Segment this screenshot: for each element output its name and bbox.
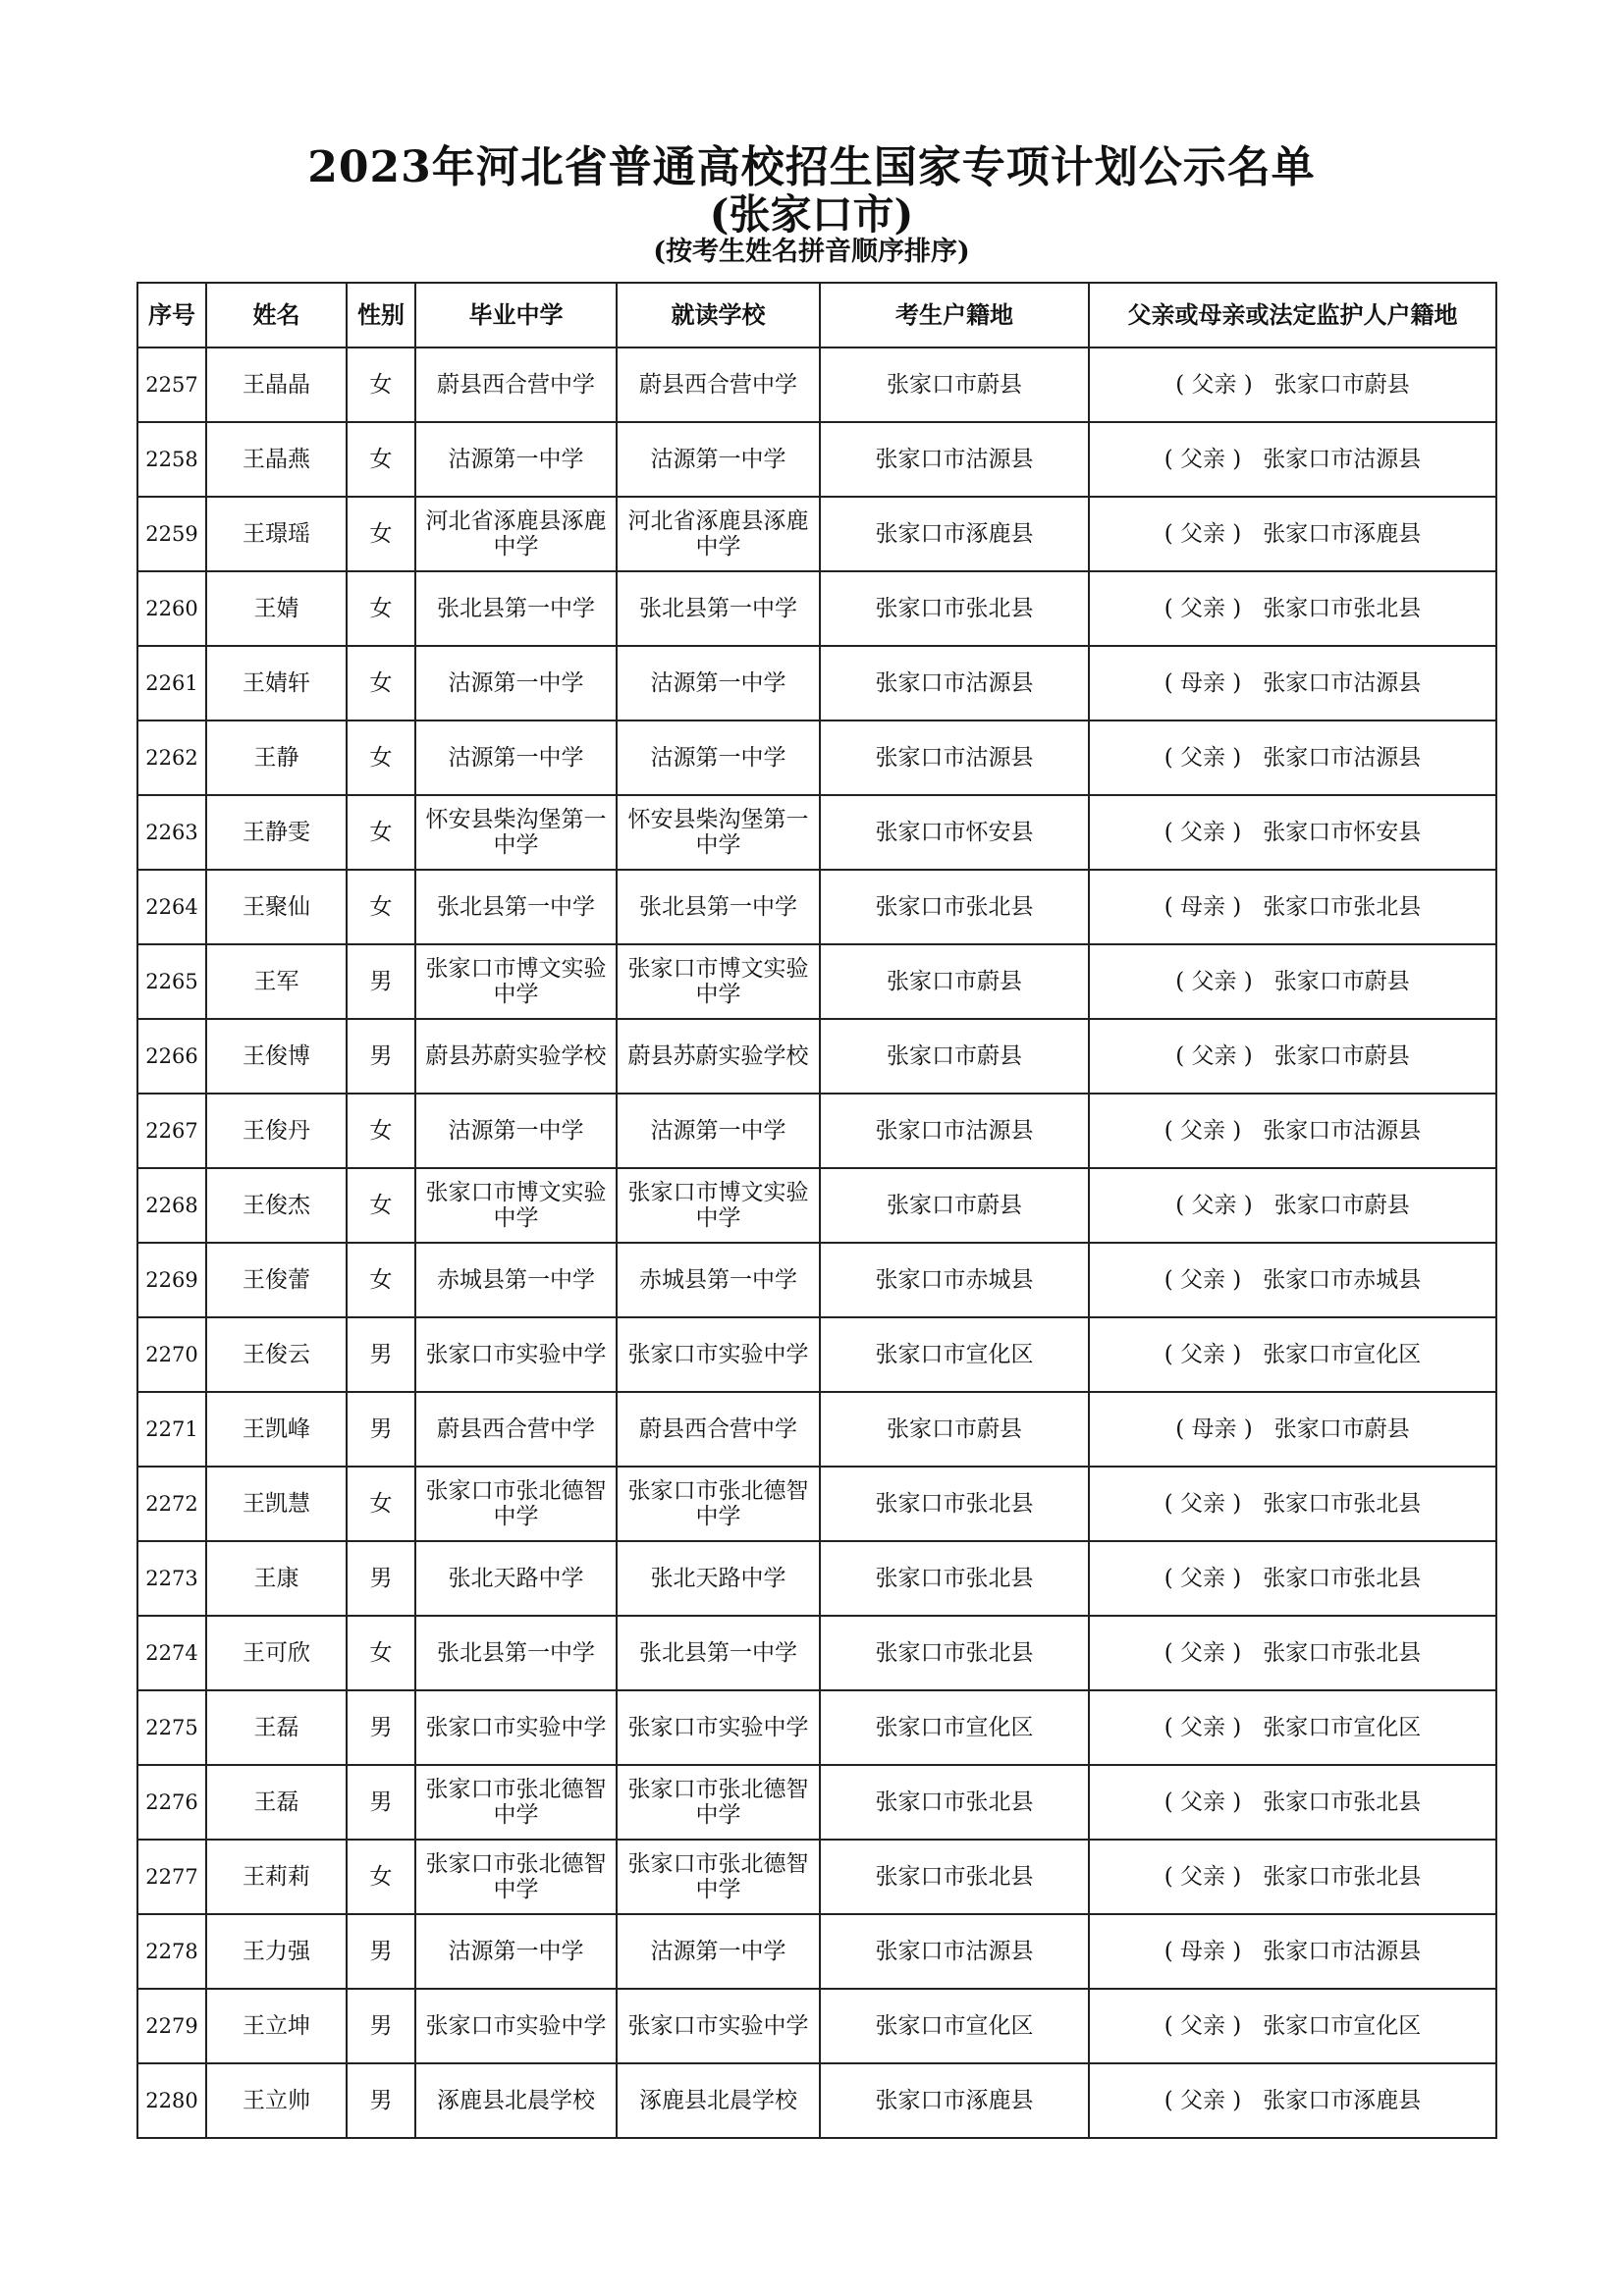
table-row — [137, 1317, 1496, 1392]
cell-name: 王莉莉 — [206, 1840, 347, 1914]
cell-current-school: 沽源第一中学 — [617, 422, 820, 497]
cell-name: 王俊博 — [206, 1019, 347, 1094]
cell-no: 2266 — [137, 1019, 206, 1094]
guardian-relation: ( 父亲 ) — [1163, 521, 1242, 547]
cell-guardian-hukou — [1089, 1467, 1496, 1541]
cell-name: 王静 — [206, 721, 347, 795]
cell-graduation-school: 河北省涿鹿县涿鹿中学 — [415, 497, 617, 571]
cell-graduation-school: 怀安县柴沟堡第一中学 — [415, 795, 617, 870]
cell-current-school: 张北县第一中学 — [617, 870, 820, 944]
header-name: 姓名 — [206, 283, 347, 347]
cell-no: 2276 — [137, 1765, 206, 1840]
cell-name: 王力强 — [206, 1914, 347, 1989]
cell-no: 2270 — [137, 1317, 206, 1392]
cell-hukou: 张家口市蔚县 — [820, 1019, 1089, 1094]
guardian-relation: ( 父亲 ) — [1175, 969, 1253, 994]
table-row — [137, 497, 1496, 571]
cell-current-school: 河北省涿鹿县涿鹿中学 — [617, 497, 820, 571]
guardian-relation: ( 父亲 ) — [1163, 1566, 1242, 1591]
cell-hukou: 张家口市沽源县 — [820, 422, 1089, 497]
cell-name: 王凯峰 — [206, 1392, 347, 1467]
cell-current-school: 张家口市张北德智中学 — [617, 1467, 820, 1541]
cell-current-school: 张北县第一中学 — [617, 571, 820, 646]
cell-hukou: 张家口市蔚县 — [820, 1392, 1089, 1467]
guardian-relation: ( 父亲 ) — [1163, 447, 1242, 472]
cell-current-school: 沽源第一中学 — [617, 1094, 820, 1168]
cell-guardian-hukou — [1089, 795, 1496, 870]
cell-guardian-hukou — [1089, 1690, 1496, 1765]
cell-guardian-hukou — [1089, 1094, 1496, 1168]
header-no: 序号 — [137, 283, 206, 347]
cell-no: 2277 — [137, 1840, 206, 1914]
cell-guardian-hukou — [1089, 1019, 1496, 1094]
cell-current-school: 张家口市博文实验中学 — [617, 944, 820, 1019]
cell-graduation-school: 赤城县第一中学 — [415, 1243, 617, 1317]
cell-hukou: 张家口市宣化区 — [820, 1317, 1089, 1392]
cell-no: 2280 — [137, 2063, 206, 2138]
cell-gender: 男 — [347, 1989, 415, 2063]
cell-no: 2269 — [137, 1243, 206, 1317]
cell-graduation-school: 张北县第一中学 — [415, 571, 617, 646]
cell-gender: 女 — [347, 347, 415, 422]
cell-graduation-school: 沽源第一中学 — [415, 721, 617, 795]
cell-guardian-hukou — [1089, 1616, 1496, 1690]
guardian-relation: ( 父亲 ) — [1163, 820, 1242, 845]
cell-no: 2260 — [137, 571, 206, 646]
cell-no: 2265 — [137, 944, 206, 1019]
guardian-place: 张家口市张北县 — [1263, 1491, 1422, 1517]
cell-current-school: 张家口市张北德智中学 — [617, 1840, 820, 1914]
guardian-relation: ( 父亲 ) — [1163, 745, 1242, 771]
cell-guardian-hukou — [1089, 2063, 1496, 2138]
table-header-row — [137, 283, 1496, 347]
cell-gender: 男 — [347, 1765, 415, 1840]
cell-hukou: 张家口市涿鹿县 — [820, 497, 1089, 571]
guardian-place: 张家口市涿鹿县 — [1263, 521, 1422, 547]
cell-name: 王立坤 — [206, 1989, 347, 2063]
cell-no: 2279 — [137, 1989, 206, 2063]
cell-gender: 男 — [347, 944, 415, 1019]
page-title: 2023年河北省普通高校招生国家专项计划公示名单 — [307, 142, 1316, 192]
cell-guardian-hukou — [1089, 646, 1496, 721]
cell-name: 王可欣 — [206, 1616, 347, 1690]
cell-name: 王康 — [206, 1541, 347, 1616]
cell-graduation-school: 张家口市张北德智中学 — [415, 1840, 617, 1914]
cell-name: 王磊 — [206, 1765, 347, 1840]
cell-guardian-hukou — [1089, 1541, 1496, 1616]
cell-no: 2263 — [137, 795, 206, 870]
table-row — [137, 1914, 1496, 1989]
guardian-relation: ( 母亲 ) — [1163, 670, 1242, 696]
cell-graduation-school: 沽源第一中学 — [415, 1094, 617, 1168]
guardian-place: 张家口市张北县 — [1263, 596, 1422, 621]
table-row — [137, 1168, 1496, 1243]
cell-guardian-hukou — [1089, 497, 1496, 571]
cell-hukou: 张家口市沽源县 — [820, 1094, 1089, 1168]
cell-no: 2262 — [137, 721, 206, 795]
guardian-place: 张家口市张北县 — [1263, 1640, 1422, 1666]
guardian-place: 张家口市涿鹿县 — [1263, 2088, 1422, 2113]
header-gender: 性别 — [347, 283, 415, 347]
table-row — [137, 2063, 1496, 2138]
cell-name: 王俊云 — [206, 1317, 347, 1392]
guardian-relation: ( 父亲 ) — [1163, 1491, 1242, 1517]
cell-gender: 男 — [347, 1690, 415, 1765]
cell-gender: 女 — [347, 870, 415, 944]
cell-guardian-hukou — [1089, 944, 1496, 1019]
table-row — [137, 1989, 1496, 2063]
cell-hukou: 张家口市宣化区 — [820, 1690, 1089, 1765]
cell-guardian-hukou — [1089, 1317, 1496, 1392]
cell-name: 王晶燕 — [206, 422, 347, 497]
guardian-place: 张家口市怀安县 — [1263, 820, 1422, 845]
cell-name: 王聚仙 — [206, 870, 347, 944]
cell-guardian-hukou — [1089, 870, 1496, 944]
cell-gender: 女 — [347, 1243, 415, 1317]
cell-current-school: 张家口市实验中学 — [617, 1317, 820, 1392]
cell-name: 王婧 — [206, 571, 347, 646]
cell-current-school: 张家口市实验中学 — [617, 1690, 820, 1765]
cell-no: 2274 — [137, 1616, 206, 1690]
table-row — [137, 1765, 1496, 1840]
header-guardian-hukou: 父亲或母亲或法定监护人户籍地 — [1089, 283, 1496, 347]
guardian-place: 张家口市宣化区 — [1263, 1715, 1422, 1740]
cell-graduation-school: 张家口市实验中学 — [415, 1317, 617, 1392]
cell-gender: 女 — [347, 795, 415, 870]
cell-guardian-hukou — [1089, 1989, 1496, 2063]
cell-gender: 女 — [347, 1840, 415, 1914]
cell-hukou: 张家口市张北县 — [820, 571, 1089, 646]
cell-gender: 女 — [347, 497, 415, 571]
header-hukou: 考生户籍地 — [820, 283, 1089, 347]
page-subtitle-sort-note: (按考生姓名拼音顺序排序) — [653, 237, 970, 267]
cell-current-school: 沽源第一中学 — [617, 646, 820, 721]
cell-current-school: 沽源第一中学 — [617, 721, 820, 795]
table-row — [137, 571, 1496, 646]
guardian-relation: ( 母亲 ) — [1163, 894, 1242, 920]
cell-hukou: 张家口市宣化区 — [820, 1989, 1089, 2063]
table-row — [137, 422, 1496, 497]
cell-no: 2257 — [137, 347, 206, 422]
table-row — [137, 795, 1496, 870]
cell-no: 2271 — [137, 1392, 206, 1467]
cell-name: 王凯慧 — [206, 1467, 347, 1541]
cell-graduation-school: 蔚县西合营中学 — [415, 1392, 617, 1467]
roster-table — [136, 282, 1497, 2139]
cell-hukou: 张家口市张北县 — [820, 1541, 1089, 1616]
cell-guardian-hukou — [1089, 1168, 1496, 1243]
cell-gender: 男 — [347, 1317, 415, 1392]
cell-no: 2267 — [137, 1094, 206, 1168]
guardian-relation: ( 父亲 ) — [1163, 1789, 1242, 1815]
guardian-place: 张家口市赤城县 — [1263, 1267, 1422, 1293]
cell-graduation-school: 张家口市博文实验中学 — [415, 1168, 617, 1243]
header-graduation-school: 毕业中学 — [415, 283, 617, 347]
cell-current-school: 涿鹿县北晨学校 — [617, 2063, 820, 2138]
guardian-place: 张家口市蔚县 — [1273, 372, 1410, 398]
guardian-place: 张家口市张北县 — [1263, 894, 1422, 920]
cell-current-school: 怀安县柴沟堡第一中学 — [617, 795, 820, 870]
cell-graduation-school: 蔚县苏蔚实验学校 — [415, 1019, 617, 1094]
cell-graduation-school: 沽源第一中学 — [415, 422, 617, 497]
cell-no: 2258 — [137, 422, 206, 497]
guardian-relation: ( 父亲 ) — [1163, 1118, 1242, 1144]
guardian-place: 张家口市沽源县 — [1263, 745, 1422, 771]
cell-graduation-school: 张家口市实验中学 — [415, 1690, 617, 1765]
guardian-place: 张家口市沽源县 — [1263, 447, 1422, 472]
cell-name: 王静雯 — [206, 795, 347, 870]
cell-no: 2278 — [137, 1914, 206, 1989]
guardian-relation: ( 父亲 ) — [1163, 2088, 1242, 2113]
cell-gender: 女 — [347, 1616, 415, 1690]
cell-gender: 女 — [347, 422, 415, 497]
cell-name: 王俊丹 — [206, 1094, 347, 1168]
cell-hukou: 张家口市张北县 — [820, 1840, 1089, 1914]
cell-guardian-hukou — [1089, 1392, 1496, 1467]
cell-hukou: 张家口市沽源县 — [820, 1914, 1089, 1989]
guardian-place: 张家口市张北县 — [1263, 1864, 1422, 1890]
guardian-relation: ( 母亲 ) — [1175, 1416, 1253, 1442]
guardian-relation: ( 父亲 ) — [1163, 1715, 1242, 1740]
cell-hukou: 张家口市张北县 — [820, 1765, 1089, 1840]
cell-graduation-school: 张家口市博文实验中学 — [415, 944, 617, 1019]
cell-gender: 女 — [347, 646, 415, 721]
cell-guardian-hukou — [1089, 571, 1496, 646]
guardian-relation: ( 父亲 ) — [1175, 372, 1253, 398]
cell-gender: 女 — [347, 1467, 415, 1541]
cell-gender: 男 — [347, 1914, 415, 1989]
table-row — [137, 1019, 1496, 1094]
table-row — [137, 1840, 1496, 1914]
cell-graduation-school: 张北县第一中学 — [415, 1616, 617, 1690]
cell-guardian-hukou — [1089, 347, 1496, 422]
guardian-relation: ( 父亲 ) — [1175, 1193, 1253, 1218]
cell-name: 王璟瑶 — [206, 497, 347, 571]
cell-hukou: 张家口市张北县 — [820, 1467, 1089, 1541]
cell-graduation-school: 张家口市实验中学 — [415, 1989, 617, 2063]
cell-no: 2272 — [137, 1467, 206, 1541]
cell-hukou: 张家口市怀安县 — [820, 795, 1089, 870]
cell-hukou: 张家口市蔚县 — [820, 944, 1089, 1019]
table-row — [137, 1243, 1496, 1317]
cell-hukou: 张家口市沽源县 — [820, 646, 1089, 721]
guardian-place: 张家口市张北县 — [1263, 1566, 1422, 1591]
table-row — [137, 1467, 1496, 1541]
cell-no: 2264 — [137, 870, 206, 944]
cell-hukou: 张家口市张北县 — [820, 1616, 1089, 1690]
table-row — [137, 1094, 1496, 1168]
table-row — [137, 944, 1496, 1019]
guardian-place: 张家口市沽源县 — [1263, 1939, 1422, 1964]
cell-name: 王晶晶 — [206, 347, 347, 422]
cell-gender: 男 — [347, 1541, 415, 1616]
guardian-place: 张家口市沽源县 — [1263, 1118, 1422, 1144]
cell-gender: 女 — [347, 1094, 415, 1168]
guardian-relation: ( 父亲 ) — [1163, 1342, 1242, 1367]
cell-guardian-hukou — [1089, 1765, 1496, 1840]
cell-no: 2273 — [137, 1541, 206, 1616]
cell-graduation-school: 沽源第一中学 — [415, 646, 617, 721]
cell-gender: 男 — [347, 2063, 415, 2138]
cell-hukou: 张家口市涿鹿县 — [820, 2063, 1089, 2138]
cell-current-school: 张北天路中学 — [617, 1541, 820, 1616]
cell-graduation-school: 张北天路中学 — [415, 1541, 617, 1616]
cell-graduation-school: 涿鹿县北晨学校 — [415, 2063, 617, 2138]
cell-graduation-school: 沽源第一中学 — [415, 1914, 617, 1989]
cell-current-school: 沽源第一中学 — [617, 1914, 820, 1989]
guardian-place: 张家口市蔚县 — [1273, 969, 1410, 994]
cell-gender: 女 — [347, 721, 415, 795]
guardian-place: 张家口市蔚县 — [1273, 1193, 1410, 1218]
guardian-place: 张家口市张北县 — [1263, 1789, 1422, 1815]
cell-no: 2275 — [137, 1690, 206, 1765]
cell-graduation-school: 张北县第一中学 — [415, 870, 617, 944]
cell-current-school: 张家口市张北德智中学 — [617, 1765, 820, 1840]
guardian-relation: ( 父亲 ) — [1163, 1267, 1242, 1293]
cell-name: 王俊杰 — [206, 1168, 347, 1243]
cell-no: 2259 — [137, 497, 206, 571]
cell-guardian-hukou — [1089, 1840, 1496, 1914]
cell-current-school: 张北县第一中学 — [617, 1616, 820, 1690]
cell-hukou: 张家口市赤城县 — [820, 1243, 1089, 1317]
cell-gender: 男 — [347, 1019, 415, 1094]
table-row — [137, 646, 1496, 721]
guardian-relation: ( 父亲 ) — [1163, 2013, 1242, 2039]
cell-current-school: 蔚县西合营中学 — [617, 347, 820, 422]
cell-hukou: 张家口市蔚县 — [820, 1168, 1089, 1243]
cell-hukou: 张家口市蔚县 — [820, 347, 1089, 422]
cell-current-school: 张家口市实验中学 — [617, 1989, 820, 2063]
cell-gender: 女 — [347, 571, 415, 646]
cell-current-school: 张家口市博文实验中学 — [617, 1168, 820, 1243]
table-row — [137, 870, 1496, 944]
cell-name: 王俊蕾 — [206, 1243, 347, 1317]
cell-current-school: 蔚县苏蔚实验学校 — [617, 1019, 820, 1094]
cell-guardian-hukou — [1089, 422, 1496, 497]
cell-name: 王军 — [206, 944, 347, 1019]
guardian-place: 张家口市宣化区 — [1263, 2013, 1422, 2039]
cell-name: 王磊 — [206, 1690, 347, 1765]
cell-gender: 女 — [347, 1168, 415, 1243]
guardian-relation: ( 父亲 ) — [1175, 1043, 1253, 1069]
guardian-place: 张家口市蔚县 — [1273, 1043, 1410, 1069]
table-row — [137, 1392, 1496, 1467]
guardian-place: 张家口市宣化区 — [1263, 1342, 1422, 1367]
cell-current-school: 赤城县第一中学 — [617, 1243, 820, 1317]
cell-name: 王婧轩 — [206, 646, 347, 721]
cell-graduation-school: 张家口市张北德智中学 — [415, 1467, 617, 1541]
guardian-place: 张家口市沽源县 — [1263, 670, 1422, 696]
cell-graduation-school: 张家口市张北德智中学 — [415, 1765, 617, 1840]
header-current-school: 就读学校 — [617, 283, 820, 347]
cell-current-school: 蔚县西合营中学 — [617, 1392, 820, 1467]
cell-no: 2261 — [137, 646, 206, 721]
cell-name: 王立帅 — [206, 2063, 347, 2138]
cell-gender: 男 — [347, 1392, 415, 1467]
table-row — [137, 1690, 1496, 1765]
table-row — [137, 1616, 1496, 1690]
cell-no: 2268 — [137, 1168, 206, 1243]
cell-hukou: 张家口市张北县 — [820, 870, 1089, 944]
guardian-relation: ( 父亲 ) — [1163, 1864, 1242, 1890]
cell-guardian-hukou — [1089, 1914, 1496, 1989]
table-row — [137, 1541, 1496, 1616]
cell-hukou: 张家口市沽源县 — [820, 721, 1089, 795]
cell-graduation-school: 蔚县西合营中学 — [415, 347, 617, 422]
table-row — [137, 721, 1496, 795]
page-subtitle-city: (张家口市) — [709, 190, 914, 239]
guardian-place: 张家口市蔚县 — [1273, 1416, 1410, 1442]
guardian-relation: ( 母亲 ) — [1163, 1939, 1242, 1964]
guardian-relation: ( 父亲 ) — [1163, 596, 1242, 621]
table-row — [137, 347, 1496, 422]
guardian-relation: ( 父亲 ) — [1163, 1640, 1242, 1666]
cell-guardian-hukou — [1089, 1243, 1496, 1317]
cell-guardian-hukou — [1089, 721, 1496, 795]
